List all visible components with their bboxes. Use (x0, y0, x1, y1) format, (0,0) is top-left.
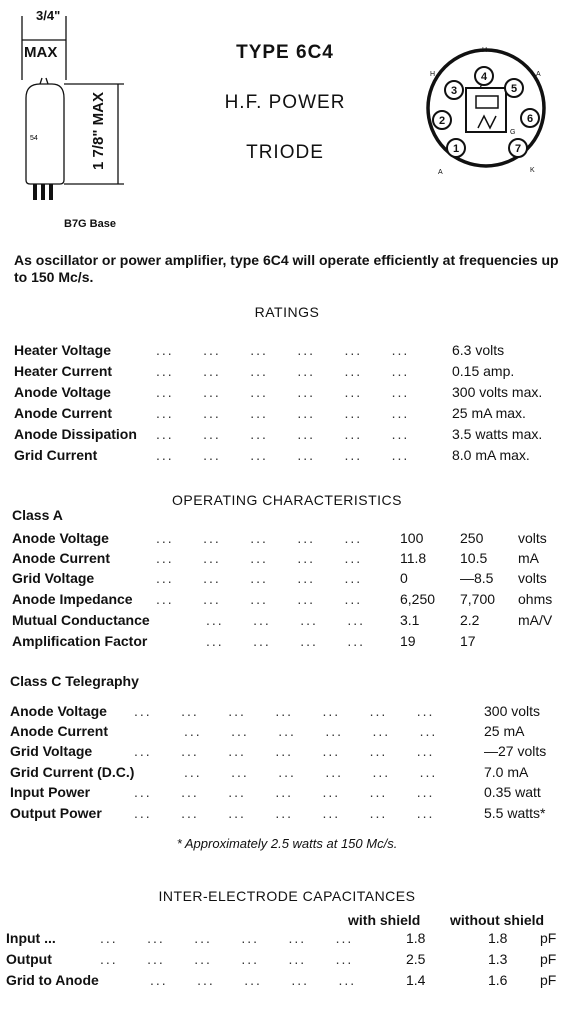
class-a-v1: 6,250 (400, 591, 436, 607)
footnote: * Approximately 2.5 watts at 150 Mc/s. (176, 836, 398, 851)
class-a-v2: 10.5 (460, 550, 488, 566)
title-type: TYPE 6C4 (236, 42, 334, 63)
pin-1: 1 (452, 143, 460, 155)
class-c-value: 7.0 mA (484, 764, 529, 780)
class-a-row (0, 530, 574, 550)
capacitance-row (0, 930, 574, 950)
capacitance-label: Grid to Anode (6, 972, 99, 988)
base-pin-diagram (418, 40, 568, 180)
rating-value: 6.3 volts (452, 342, 505, 358)
class-c-row (0, 764, 574, 784)
class-a-row (0, 612, 574, 632)
class-c-label: Grid Current (D.C.) (10, 764, 135, 780)
leader-dots: ... ... ... ... ... ... (184, 723, 438, 739)
class-c-value: 5.5 watts* (484, 805, 546, 821)
pin-label-a-bottom: A (438, 169, 443, 176)
pin-label-h-top: H (482, 47, 488, 54)
svg-text:54: 54 (30, 135, 38, 142)
class-a-v1: 100 (400, 530, 424, 546)
leader-dots: ... ... ... ... ... ... (156, 342, 410, 358)
class-c-label: Grid Voltage (10, 743, 93, 759)
class-a-v2: 7,700 (460, 591, 496, 607)
height-dimension (90, 92, 107, 170)
capacitance-row (0, 972, 574, 992)
class-c-row (0, 784, 574, 804)
class-a-v2: 250 (460, 530, 484, 546)
capacitance-unit: pF (540, 972, 557, 988)
leader-dots: ... ... ... ... ... ... (184, 764, 438, 780)
class-a-title: Class A (12, 507, 63, 523)
pin-4: 4 (480, 71, 488, 83)
leader-dots: ... ... ... ... ... ... (100, 951, 354, 967)
capacitances-heading: INTER-ELECTRODE CAPACITANCES (158, 888, 416, 904)
col-without-shield: without shield (450, 912, 545, 928)
class-a-unit: ohms (518, 591, 553, 607)
rating-row (0, 342, 574, 362)
class-a-v2: 17 (460, 633, 476, 649)
class-a-v2: 2.2 (460, 612, 480, 628)
leader-dots: ... ... ... ... (206, 612, 366, 628)
class-c-label: Anode Voltage (10, 703, 107, 719)
leader-dots: ... ... ... ... ... ... (156, 426, 410, 442)
class-a-label: Anode Current (12, 550, 110, 566)
leader-dots: ... ... ... ... ... ... (156, 384, 410, 400)
class-a-v1: 3.1 (400, 612, 420, 628)
class-c-title: Class C Telegraphy (10, 673, 139, 689)
rating-value: 8.0 mA max. (452, 447, 530, 463)
class-a-unit: mA/V (518, 612, 553, 628)
capacitance-with: 1.4 (406, 972, 426, 988)
class-c-value: 300 volts (484, 703, 541, 719)
leader-dots: ... ... ... ... ... ... (156, 405, 410, 421)
intro-paragraph: As oscillator or power amplifier, type 6C4 will operate efficiently at frequencies up to 150 Mc/s. (14, 252, 559, 285)
rating-label: Anode Dissipation (14, 426, 137, 442)
class-c-value: 0.35 watt (484, 784, 541, 800)
rating-value: 300 volts max. (452, 384, 543, 400)
class-a-label: Amplification Factor (12, 633, 148, 649)
class-a-row (0, 570, 574, 590)
pin-7: 7 (514, 143, 522, 155)
width-max-label: MAX (24, 44, 58, 61)
pin-3: 3 (450, 85, 458, 97)
pin-5: 5 (510, 83, 518, 95)
pin-label-k: K (530, 167, 535, 174)
class-c-row (0, 805, 574, 825)
tube-outline-drawing (0, 0, 140, 240)
class-c-label: Output Power (10, 805, 102, 821)
class-a-label: Anode Impedance (12, 591, 133, 607)
leader-dots: ... ... ... ... (206, 633, 366, 649)
rating-row (0, 384, 574, 404)
class-a-row (0, 550, 574, 570)
class-a-unit: mA (518, 550, 539, 566)
capacitance-label: Output (6, 951, 52, 967)
pin-6: 6 (526, 113, 534, 125)
rating-row (0, 447, 574, 467)
capacitance-with: 1.8 (406, 930, 426, 946)
rating-row (0, 405, 574, 425)
class-a-v1: 19 (400, 633, 416, 649)
col-with-shield: with shield (348, 912, 421, 928)
height-max-label: MAX (90, 92, 107, 126)
pin-label-h-left: H (430, 71, 436, 78)
leader-dots: ... ... ... ... ... (156, 570, 363, 586)
rating-row (0, 363, 574, 383)
pin-label-a-right: A (536, 71, 541, 78)
rating-label: Grid Current (14, 447, 98, 463)
class-a-v1: 11.8 (400, 550, 427, 566)
class-c-row (0, 743, 574, 763)
rating-label: Anode Current (14, 405, 112, 421)
class-c-value: 25 mA (484, 723, 525, 739)
capacitance-without: 1.3 (488, 951, 508, 967)
class-c-row (0, 723, 574, 743)
ratings-heading: RATINGS (254, 304, 320, 320)
rating-value: 25 mA max. (452, 405, 526, 421)
class-c-value: —27 volts (484, 743, 547, 759)
rating-value: 3.5 watts max. (452, 426, 543, 442)
class-a-v1: 0 (400, 570, 408, 586)
capacitance-row (0, 951, 574, 971)
height-dim-value: 1 7/8" (90, 129, 107, 170)
capacitance-with: 2.5 (406, 951, 426, 967)
leader-dots: ... ... ... ... ... (156, 530, 363, 546)
leader-dots: ... ... ... ... ... ... (156, 447, 410, 463)
capacitance-unit: pF (540, 951, 557, 967)
class-a-label: Anode Voltage (12, 530, 109, 546)
leader-dots: ... ... ... ... ... ... (100, 930, 354, 946)
leader-dots: ... ... ... ... ... ... ... (134, 743, 435, 759)
capacitance-without: 1.8 (488, 930, 508, 946)
leader-dots: ... ... ... ... ... ... ... (134, 703, 435, 719)
capacitance-without: 1.6 (488, 972, 508, 988)
leader-dots: ... ... ... ... ... (156, 591, 363, 607)
leader-dots: ... ... ... ... ... ... (156, 363, 410, 379)
leader-dots: ... ... ... ... ... (156, 550, 363, 566)
rating-label: Heater Voltage (14, 342, 111, 358)
pin-label-g: G (510, 129, 516, 136)
title-hf-power: H.F. POWER (224, 92, 346, 113)
base-label: B7G Base (64, 218, 116, 230)
class-c-label: Anode Current (10, 723, 108, 739)
width-dimension: 3/4" (36, 8, 61, 23)
rating-label: Anode Voltage (14, 384, 111, 400)
capacitance-unit: pF (540, 930, 557, 946)
class-a-unit: volts (518, 570, 547, 586)
rating-label: Heater Current (14, 363, 113, 379)
class-c-label: Input Power (10, 784, 91, 800)
capacitance-label: Input ... (6, 930, 56, 946)
leader-dots: ... ... ... ... ... ... ... (134, 805, 435, 821)
class-a-label: Mutual Conductance (12, 612, 150, 628)
rating-value: 0.15 amp. (452, 363, 515, 379)
title-triode: TRIODE (246, 142, 324, 163)
class-a-unit: volts (518, 530, 547, 546)
class-a-v2: —8.5 (460, 570, 494, 586)
operating-heading: OPERATING CHARACTERISTICS (171, 492, 403, 508)
rating-row (0, 426, 574, 446)
class-a-row (0, 591, 574, 611)
class-c-row (0, 703, 574, 723)
pin-2: 2 (438, 115, 446, 127)
class-a-label: Grid Voltage (12, 570, 95, 586)
class-a-row (0, 633, 574, 653)
leader-dots: ... ... ... ... ... (150, 972, 357, 988)
leader-dots: ... ... ... ... ... ... ... (134, 784, 435, 800)
